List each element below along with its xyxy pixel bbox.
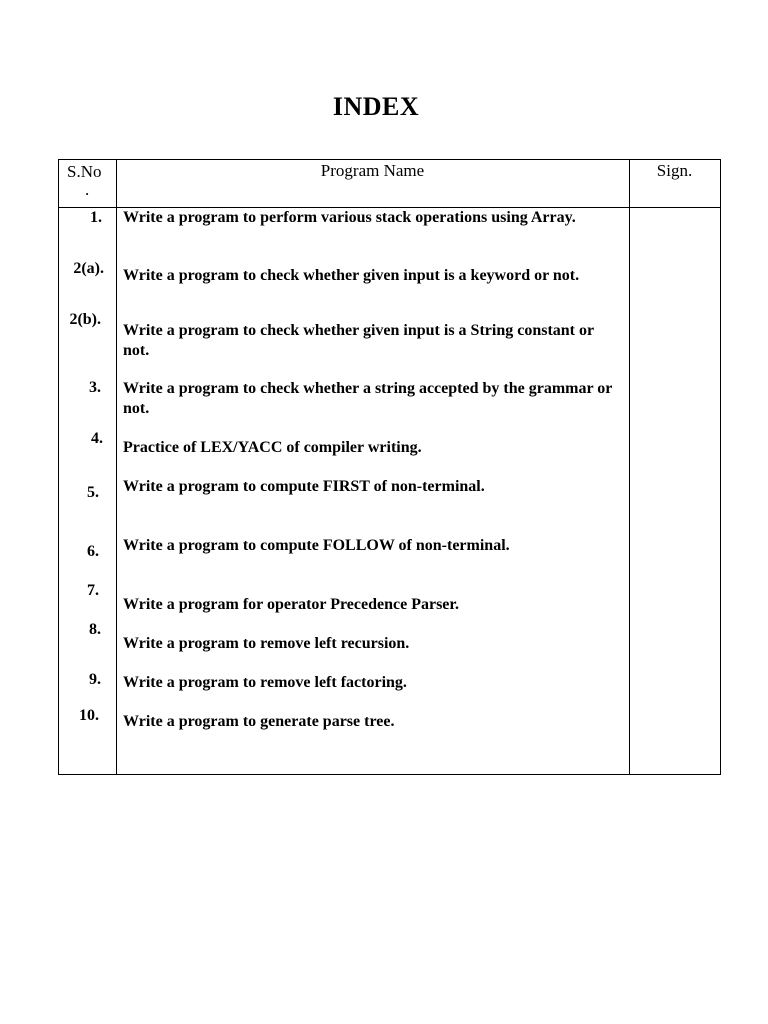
header-sign: Sign. xyxy=(656,161,693,180)
index-table xyxy=(58,159,721,775)
header-sno: S.No xyxy=(67,162,102,181)
program-name-cell: Write a program to remove left recursion. xyxy=(123,635,410,652)
sno-cell: 1. xyxy=(90,209,102,226)
program-name-cell: Write a program for operator Precedence Parser. xyxy=(123,596,460,613)
program-name-cell: Practice of LEX/YACC of compiler writing. xyxy=(123,439,422,456)
program-name-cell: Write a program to compute FIRST of non-terminal. xyxy=(123,478,485,495)
sno-cell: 7. xyxy=(87,582,99,599)
sno-cell: 8. xyxy=(89,621,101,638)
column-divider-sno xyxy=(116,160,117,774)
program-name-cell: Write a program to remove left factoring. xyxy=(123,674,407,691)
program-name-cell: Write a program to check whether given input is a String constant or not. xyxy=(123,322,594,359)
program-name-cell: Write a program to compute FOLLOW of non-terminal. xyxy=(123,537,510,554)
index-title: INDEX xyxy=(332,92,420,121)
sno-cell: 3. xyxy=(89,379,101,396)
sign-column xyxy=(630,208,720,774)
header-program-name: Program Name xyxy=(320,161,425,180)
sno-cell: 4. xyxy=(91,430,103,447)
sno-cell: 2(a). xyxy=(73,260,104,277)
program-name-cell: Write a program to perform various stack operations using Array. xyxy=(123,209,576,226)
sno-cell: 10. xyxy=(79,707,99,724)
program-name-cell: Write a program to generate parse tree. xyxy=(123,713,395,730)
program-name-cell: Write a program to check whether given input is a keyword or not. xyxy=(123,267,580,284)
sno-cell: 6. xyxy=(87,543,99,560)
program-name-cell: Write a program to check whether a string accepted by the grammar or not. xyxy=(123,380,613,417)
sno-cell: 2(b). xyxy=(69,311,101,328)
header-sno-dot: . xyxy=(85,180,90,199)
sno-cell: 5. xyxy=(87,484,99,501)
sno-cell: 9. xyxy=(89,671,101,688)
